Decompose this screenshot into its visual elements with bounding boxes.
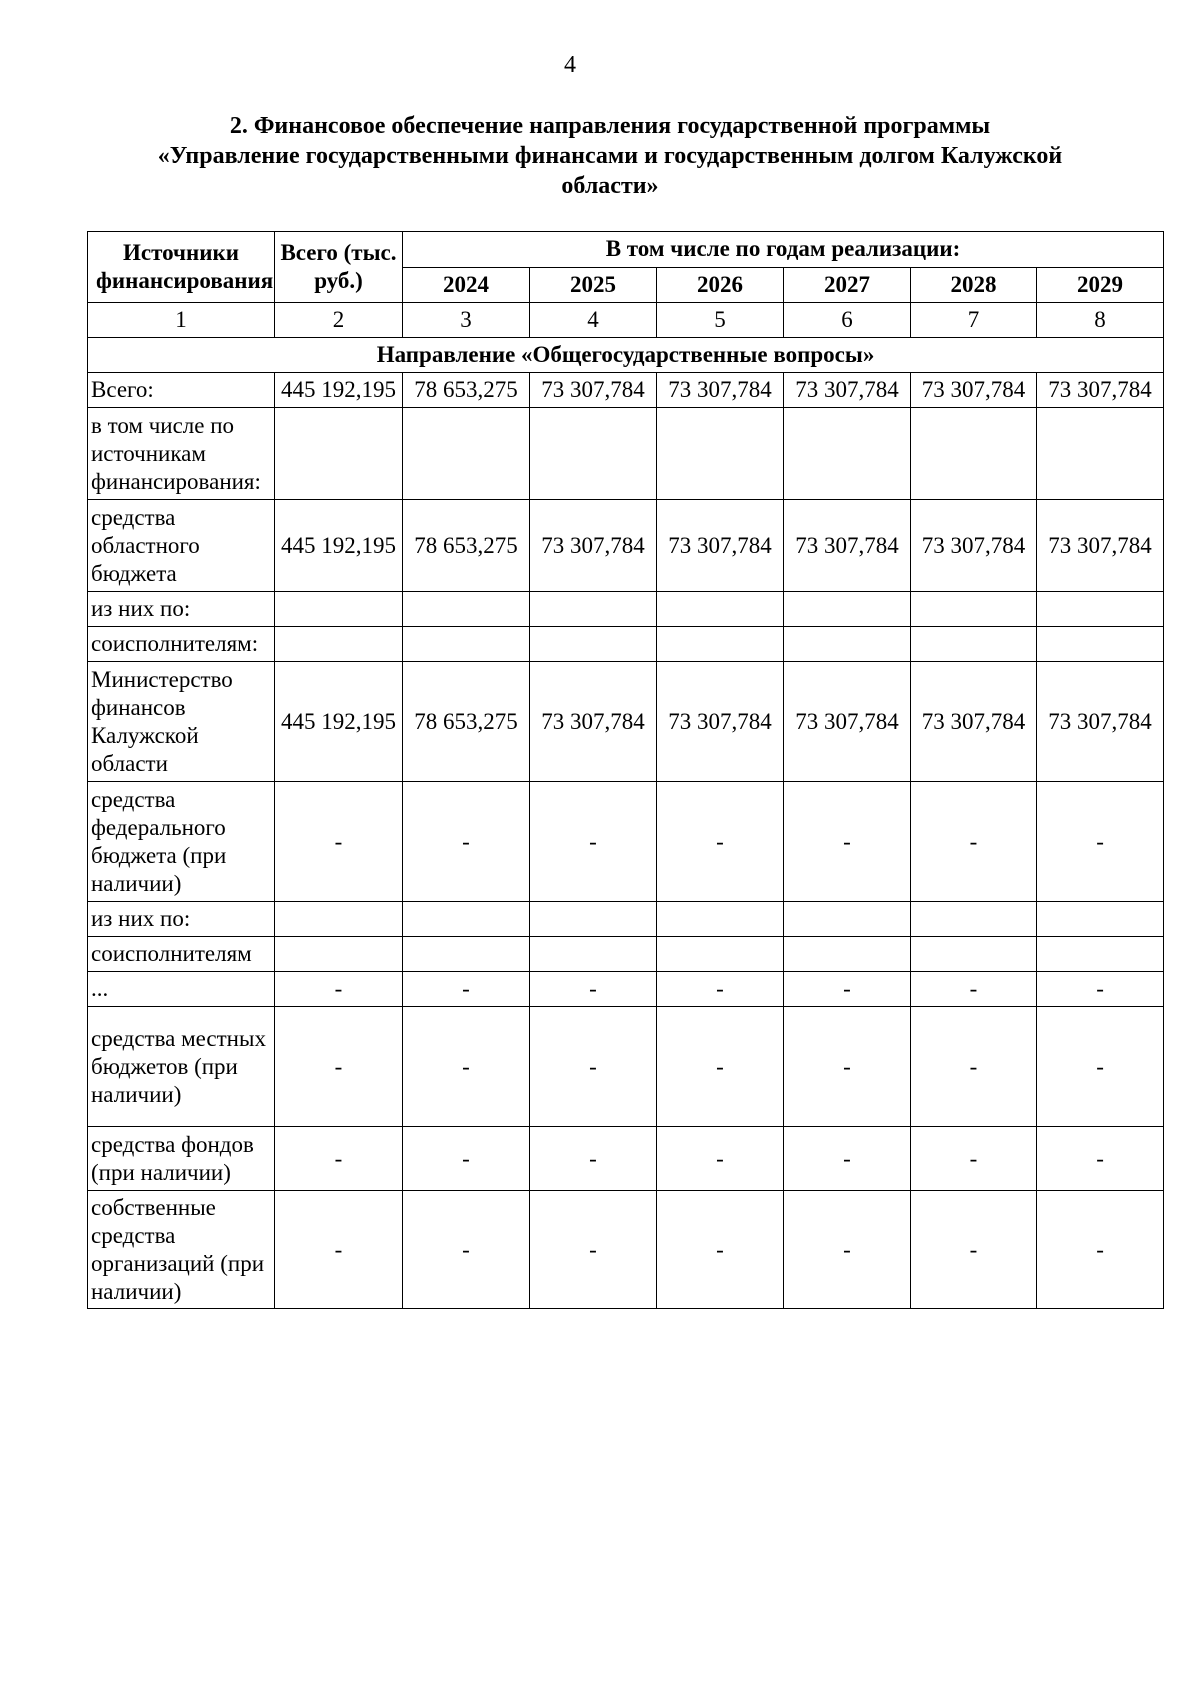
- row-value: [657, 592, 784, 627]
- header-year: 2028: [911, 267, 1037, 303]
- row-value: -: [275, 1127, 403, 1191]
- column-number: 6: [784, 303, 911, 338]
- row-value: [784, 937, 911, 972]
- table-row: [88, 1191, 1164, 1309]
- row-value: [657, 902, 784, 937]
- row-label: Министерство финансов Калужской области: [88, 662, 275, 782]
- row-value: 78 653,275: [403, 662, 530, 782]
- row-value: -: [275, 1007, 403, 1127]
- row-value: -: [784, 972, 911, 1007]
- row-value: [1037, 592, 1164, 627]
- row-value: 73 307,784: [911, 500, 1037, 592]
- row-value: [1037, 627, 1164, 662]
- row-value: -: [1037, 782, 1164, 902]
- row-value: -: [530, 1191, 657, 1309]
- table-row: [88, 592, 1164, 627]
- row-label: средства местных бюджетов (при наличии): [88, 1007, 275, 1127]
- row-value: 73 307,784: [1037, 662, 1164, 782]
- row-value: [403, 902, 530, 937]
- row-value: -: [657, 1007, 784, 1127]
- row-value: 73 307,784: [784, 500, 911, 592]
- row-value: [657, 937, 784, 972]
- row-value: -: [657, 782, 784, 902]
- row-value: -: [784, 1191, 911, 1309]
- row-value: 73 307,784: [530, 500, 657, 592]
- header-source: [88, 232, 275, 303]
- row-value: [1037, 902, 1164, 937]
- column-number: 8: [1037, 303, 1164, 338]
- row-value: [530, 937, 657, 972]
- row-label: средства областного бюджета: [88, 500, 275, 592]
- row-value: -: [403, 1191, 530, 1309]
- row-value: [1037, 937, 1164, 972]
- row-value: [530, 902, 657, 937]
- column-number: 7: [911, 303, 1037, 338]
- row-value: -: [1037, 972, 1164, 1007]
- table-row: [88, 902, 1164, 937]
- row-value: 78 653,275: [403, 500, 530, 592]
- row-value: -: [275, 782, 403, 902]
- row-label: из них по:: [88, 592, 275, 627]
- row-value: [784, 592, 911, 627]
- row-value: [911, 592, 1037, 627]
- column-number: 1: [88, 303, 275, 338]
- header-total: [275, 232, 403, 303]
- title-line: области»: [561, 173, 659, 199]
- row-value: [784, 902, 911, 937]
- row-value: [530, 408, 657, 500]
- row-value: -: [403, 1127, 530, 1191]
- row-label: соисполнителям: [88, 937, 275, 972]
- row-value: 73 307,784: [784, 662, 911, 782]
- table-row: [88, 937, 1164, 972]
- row-value: [275, 592, 403, 627]
- row-value: -: [1037, 1127, 1164, 1191]
- table-row: [88, 408, 1164, 500]
- header-year: 2024: [403, 267, 530, 303]
- page-number: 4: [564, 52, 576, 78]
- row-value: [403, 408, 530, 500]
- row-value: 445 192,195: [275, 662, 403, 782]
- row-value: [911, 902, 1037, 937]
- row-value: [657, 627, 784, 662]
- row-label: средства федерального бюджета (при наличии): [88, 782, 275, 902]
- row-value: [403, 937, 530, 972]
- row-value: [1037, 408, 1164, 500]
- row-value: -: [275, 972, 403, 1007]
- column-number: 4: [530, 303, 657, 338]
- document-title: [80, 111, 1140, 201]
- table-row: [88, 1127, 1164, 1191]
- row-label: ...: [88, 972, 275, 1007]
- header-year: 2029: [1037, 267, 1164, 303]
- column-number-row: [88, 303, 1164, 338]
- column-number: 2: [275, 303, 403, 338]
- column-number: 3: [403, 303, 530, 338]
- row-value: [911, 627, 1037, 662]
- row-value: -: [530, 1127, 657, 1191]
- row-value: 73 307,784: [657, 500, 784, 592]
- table-row: [88, 373, 1164, 408]
- row-label: соисполнителям:: [88, 627, 275, 662]
- row-value: [784, 408, 911, 500]
- row-value: -: [911, 1007, 1037, 1127]
- table-row: [88, 500, 1164, 592]
- row-value: -: [911, 1127, 1037, 1191]
- row-value: 73 307,784: [784, 373, 911, 408]
- row-value: -: [657, 1127, 784, 1191]
- row-value: [275, 937, 403, 972]
- row-value: -: [784, 1007, 911, 1127]
- row-value: -: [530, 1007, 657, 1127]
- row-value: -: [784, 1127, 911, 1191]
- row-value: [403, 627, 530, 662]
- column-number: 5: [657, 303, 784, 338]
- row-value: 73 307,784: [530, 373, 657, 408]
- row-value: [911, 937, 1037, 972]
- row-value: [657, 408, 784, 500]
- table-row: [88, 627, 1164, 662]
- row-value: 73 307,784: [657, 373, 784, 408]
- title-line: 2. Финансовое обеспечение направления государственной программы: [229, 113, 991, 139]
- header-year: 2026: [657, 267, 784, 303]
- header-year: 2025: [530, 267, 657, 303]
- row-value: [784, 627, 911, 662]
- table-row: [88, 1007, 1164, 1127]
- row-value: [530, 627, 657, 662]
- row-value: -: [657, 1191, 784, 1309]
- row-value: -: [1037, 1007, 1164, 1127]
- row-value: 73 307,784: [911, 373, 1037, 408]
- row-value: -: [911, 1191, 1037, 1309]
- header-year: 2027: [784, 267, 911, 303]
- row-value: 73 307,784: [530, 662, 657, 782]
- row-value: [275, 408, 403, 500]
- row-label: в том числе по источникам финансирования:: [88, 408, 275, 500]
- row-label: собственные средства организаций (при наличии): [88, 1191, 275, 1309]
- table-row: [88, 972, 1164, 1007]
- header-years-group: В том числе по годам реализации:: [403, 232, 1164, 268]
- row-value: 73 307,784: [911, 662, 1037, 782]
- row-value: -: [911, 972, 1037, 1007]
- row-value: -: [403, 782, 530, 902]
- row-value: 78 653,275: [403, 373, 530, 408]
- row-value: -: [1037, 1191, 1164, 1309]
- row-value: [530, 592, 657, 627]
- row-value: -: [530, 972, 657, 1007]
- title-line: «Управление государственными финансами и государственным долгом Калужской: [157, 143, 1063, 169]
- row-value: 73 307,784: [1037, 500, 1164, 592]
- row-value: [911, 408, 1037, 500]
- row-label: Всего:: [88, 373, 275, 408]
- row-value: [275, 627, 403, 662]
- row-value: -: [403, 1007, 530, 1127]
- row-label: средства фондов (при наличии): [88, 1127, 275, 1191]
- row-value: 73 307,784: [1037, 373, 1164, 408]
- row-value: -: [403, 972, 530, 1007]
- financing-table: [87, 231, 1164, 1309]
- row-label: из них по:: [88, 902, 275, 937]
- table-row: [88, 662, 1164, 782]
- row-value: -: [657, 972, 784, 1007]
- row-value: 73 307,784: [657, 662, 784, 782]
- row-value: -: [784, 782, 911, 902]
- row-value: -: [275, 1191, 403, 1309]
- table-row: [88, 782, 1164, 902]
- section-title: Направление «Общегосударственные вопросы»: [88, 338, 1164, 373]
- header-source-label: Источники финансирования: [96, 240, 274, 293]
- row-value: -: [911, 782, 1037, 902]
- row-value: 445 192,195: [275, 500, 403, 592]
- row-value: 445 192,195: [275, 373, 403, 408]
- header-total-label: Всего (тыс. руб.): [280, 240, 397, 293]
- section-row: [88, 338, 1164, 373]
- row-value: [403, 592, 530, 627]
- row-value: [275, 902, 403, 937]
- row-value: -: [530, 782, 657, 902]
